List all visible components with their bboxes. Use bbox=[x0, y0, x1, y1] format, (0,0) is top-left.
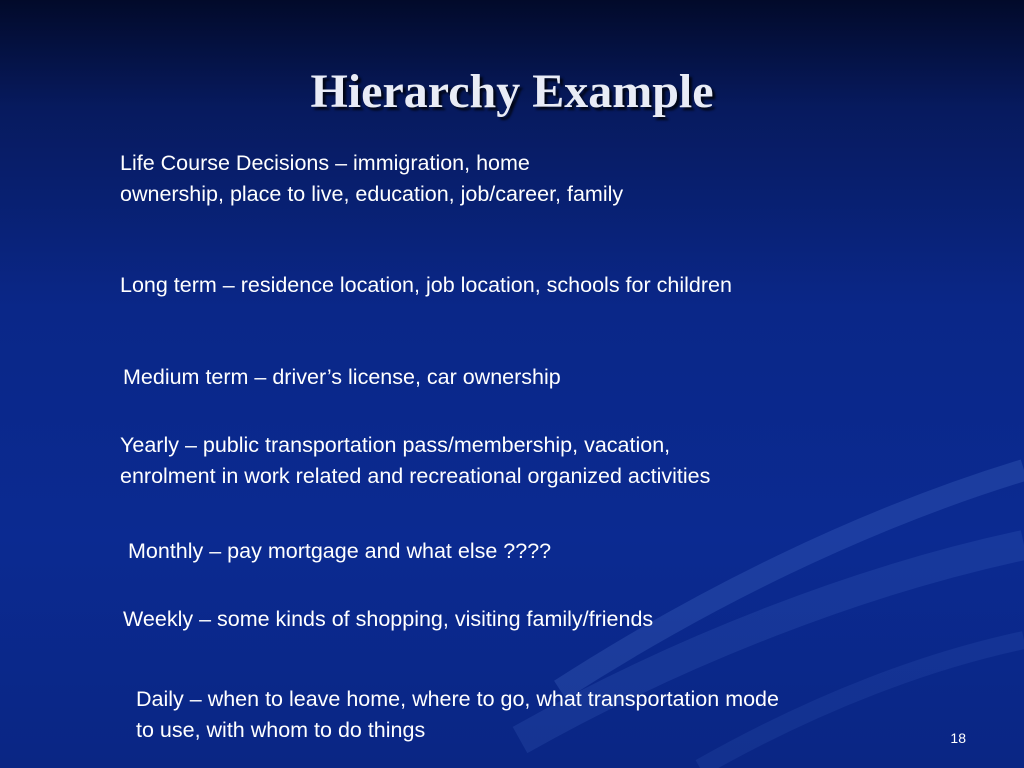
bullet-medium-term-line-1: Medium term – driver’s license, car ownership bbox=[123, 365, 561, 389]
bullet-medium-term bbox=[123, 362, 561, 393]
slide-title: Hierarchy Example bbox=[310, 65, 714, 118]
bullet-daily bbox=[136, 684, 779, 746]
bullet-monthly bbox=[128, 536, 551, 567]
bullet-weekly-line-1: Weekly – some kinds of shopping, visiting family/friends bbox=[123, 607, 654, 631]
bullet-weekly bbox=[123, 604, 653, 635]
bullet-yearly-line-1: Yearly – public transportation pass/membership, vacation, bbox=[120, 433, 671, 457]
bullet-life-course-line-1: Life Course Decisions – immigration, home bbox=[120, 151, 530, 175]
slide-number: 18 bbox=[950, 730, 966, 746]
bullet-daily-line-2: to use, with whom to do things bbox=[136, 718, 426, 742]
bullet-long-term bbox=[120, 270, 732, 301]
bullet-yearly bbox=[120, 430, 710, 492]
bullet-yearly-line-2: enrolment in work related and recreational organized activities bbox=[120, 464, 711, 488]
bullet-life-course bbox=[120, 148, 623, 210]
bullet-life-course-line-2: ownership, place to live, education, job/career, family bbox=[120, 182, 624, 206]
bullet-daily-line-1: Daily – when to leave home, where to go, what transportation mode bbox=[136, 687, 779, 711]
bullet-long-term-line-1: Long term – residence location, job location, schools for children bbox=[120, 273, 732, 297]
bullet-monthly-line-1: Monthly – pay mortgage and what else ???? bbox=[128, 539, 552, 563]
